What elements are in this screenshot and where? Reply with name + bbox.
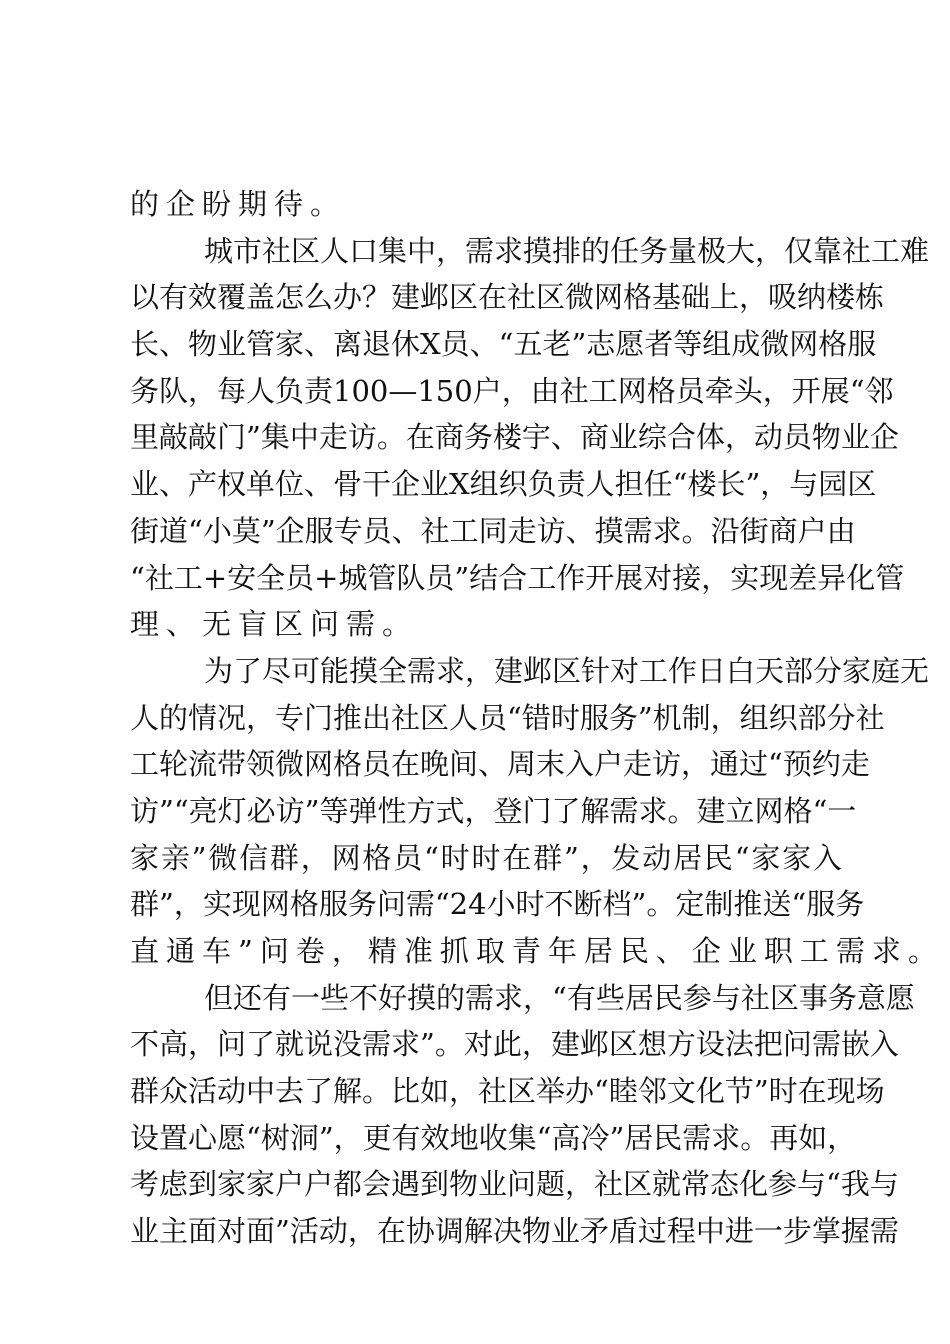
text-line: 人的情况，专门推出社区人员“错时服务”机制，组织部分社 — [130, 700, 885, 735]
text-line: 务队，每人负责100—150户，由社工网格员牵头，开展“邻 — [130, 373, 894, 408]
text-line: 以有效覆盖怎么办？建邺区在社区微网格基础上，吸纳楼栋 — [130, 280, 885, 315]
paragraph — [130, 975, 915, 1255]
text-line: 不高，问了就说没需求”。对此，建邺区想方设法把问需嵌入 — [130, 1027, 899, 1062]
text-line: 理、无盲区问需。 — [130, 607, 419, 642]
paragraph — [130, 228, 930, 648]
text-line: 业主面对面”活动，在协调解决物业矛盾过程中进一步掌握需 — [130, 1214, 899, 1249]
text-line: 群众活动中去了解。比如，社区举办“睦邻文化节”时在现场 — [130, 1074, 885, 1109]
text-line: 访”“亮灯必访”等弹性方式，登门了解需求。建立网格“一 — [130, 793, 857, 828]
text-line: 为了尽可能摸全需求，建邺区针对工作日白天部分家庭无 — [204, 653, 930, 688]
paragraph — [130, 181, 842, 228]
text-line: 但还有一些不好摸的需求，“有些居民参与社区事务意愿 — [204, 980, 915, 1015]
text-line: 家亲”微信群，网格员“时时在群”，发动居民“家家入 — [130, 840, 842, 875]
text-line: 考虑到家家户户都会遇到物业问题，社区就常态化参与“我与 — [130, 1167, 899, 1202]
text-line: 群”，实现网格服务问需“24小时不断档”。定制推送“服务 — [130, 887, 865, 922]
text-line: 里敲敲门”集中走访。在商务楼宇、商业综合体，动员物业企 — [130, 420, 899, 455]
text-line: 业、产权单位、骨干企业X组织负责人担任“楼长”，与园区 — [130, 467, 877, 502]
text-line: 城市社区人口集中，需求摸排的任务量极大，仅靠社工难 — [204, 233, 930, 268]
text-line: 设置心愿“树洞”，更有效地收集“高冷”居民需求。再如， — [130, 1120, 857, 1155]
paragraph — [130, 648, 944, 975]
text-line: 街道“小莫”企服专员、社工同走访、摸需求。沿街商户由 — [130, 513, 856, 548]
text-line: 工轮流带领微网格员在晚间、周末入户走访，通过“预约走 — [130, 747, 870, 782]
text-line: 的企盼期待。 — [130, 187, 347, 221]
text-line: “社工+安全员+城管队员”结合工作开展对接，实现差异化管 — [130, 560, 905, 595]
document-body — [130, 181, 944, 1255]
text-line: 长、物业管家、离退休X员、“五老”志愿者等组成微网格服 — [130, 327, 877, 362]
text-line: 直通车”问卷，精准抓取青年居民、企业职工需求。 — [130, 934, 944, 968]
